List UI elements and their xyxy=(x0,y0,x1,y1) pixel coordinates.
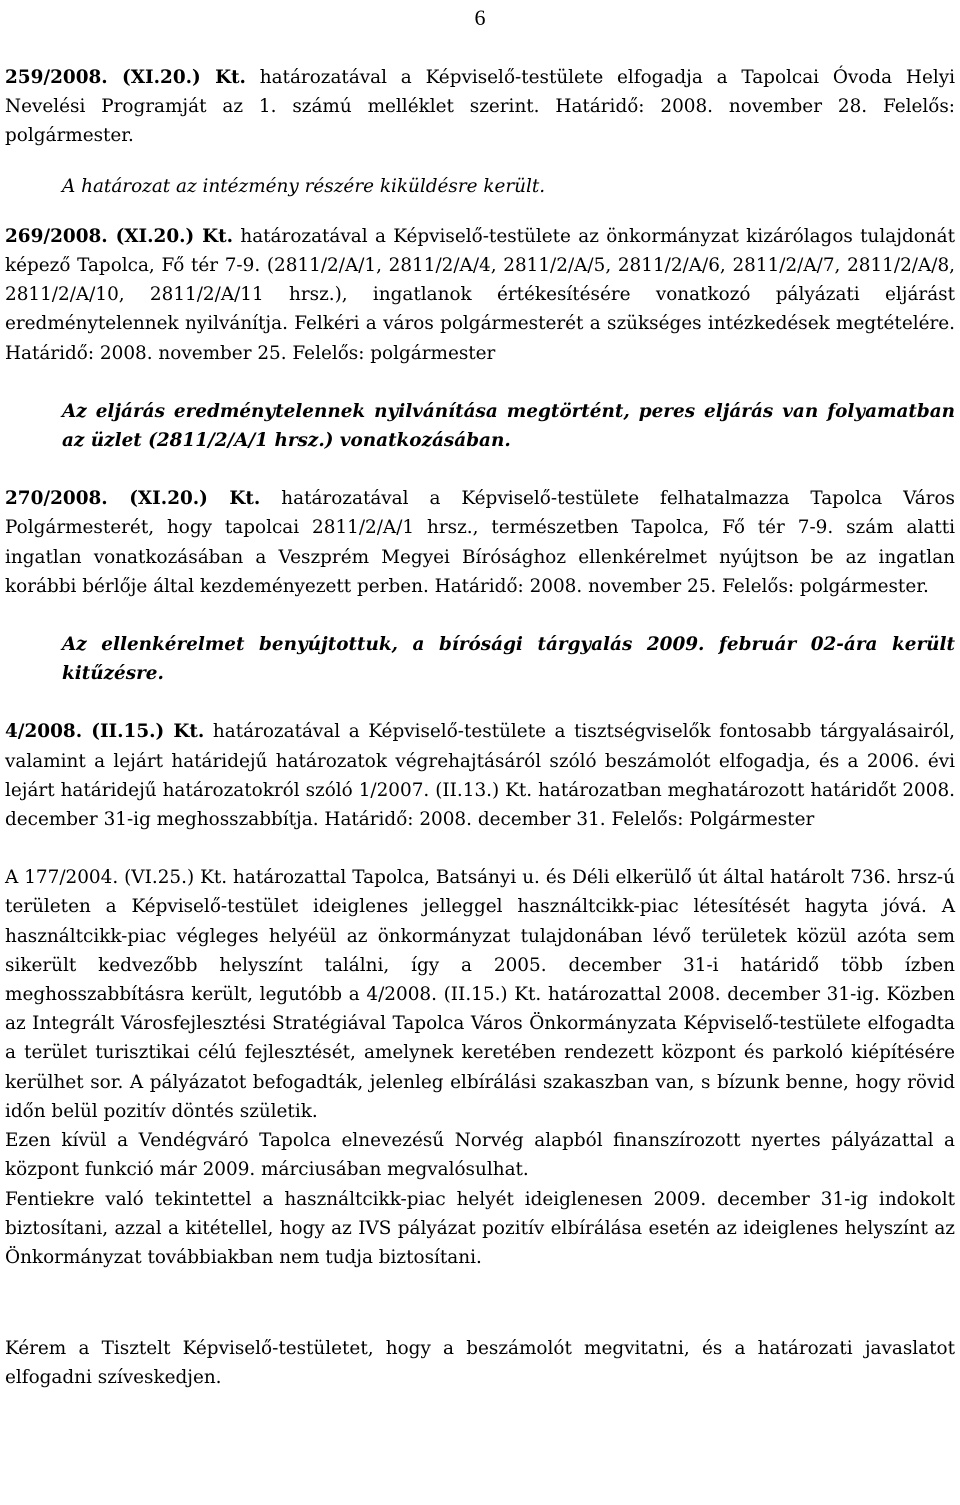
resolution-text: határozatával a Képviselő-testülete az önkormányzat kizárólagos tulajdonát képező Tapolca, Fő tér 7-9. (2811/2/A/1, 2811/2/A/4, 2811/2/A/5, 2811/2/A/6, 2811/2/A/7, 2811/2/A/8, 2811/2/A/10, 2811/2/A/11 hrsz.), ingatlanok értékesítésére vonatkozó pályázati eljárást eredménytelennek nyilvánítja. Felkéri a város polgármesterét a szükséges intézkedések megtételére. Határidő: 2008. november 25. Felelős: polgármester xyxy=(5,225,955,364)
resolution-270 xyxy=(5,484,955,601)
resolution-ref: 259/2008. (XI.20.) Kt. xyxy=(5,67,246,88)
resolution-ref: 4/2008. (II.15.) Kt. xyxy=(5,721,205,743)
resolution-270-note: Az ellenkérelmet benyújtottuk, a bírósági tárgyalás 2009. február 02-ára került kitűzésre. xyxy=(62,634,955,685)
resolution-4 xyxy=(5,717,955,834)
resolution-text: határozatával a Képviselő-testülete elfogadja a Tapolcai Óvoda Helyi Nevelési Programját az 1. számú melléklet szerint. Határidő: 2008. november 28. Felelős: polgármester. xyxy=(5,67,955,147)
resolution-259 xyxy=(5,63,955,151)
body-paragraph-2: Ezen kívül a Vendégváró Tapolca elnevezésű Norvég alapból finanszírozott nyertes pályázattal a központ funkció már 2009. márciusában megvalósulhat. xyxy=(5,1130,955,1181)
resolution-269 xyxy=(5,222,955,368)
resolution-text: határozatával a Képviselő-testülete felhatalmazza Tapolca Város Polgármesterét, hogy tapolcai 2811/2/A/1 hrsz., természetben Tapolca, Fő tér 7-9. szám alatti ingatlan vonatkozásában a Veszprém Megyei Bírósághoz ellenkérelmet nyújtson be az ingatlan korábbi bérlője által kezdeményezett perben. Határidő: 2008. november 25. Felelős: polgármester. xyxy=(5,488,955,597)
resolution-269-note: Az eljárás eredménytelennek nyilvánítása megtörtént, peres eljárás van folyamatban az üzlet (2811/2/A/1 hrsz.) vonatkozásában. xyxy=(62,400,955,452)
resolution-ref: 270/2008. (XI.20.) Kt. xyxy=(5,488,261,510)
resolution-259-note: A határozat az intézmény részére kiküldésre került. xyxy=(62,175,546,197)
body-paragraph-1: A 177/2004. (VI.25.) Kt. határozattal Tapolca, Batsányi u. és Déli elkerülő út által határolt 736. hrsz-ú területen a Képviselő-testület ideiglenes jelleggel használtcikk-piac létesítését hagyta jóvá. A használtcikk-piac végleges helyéül az önkormányzat tulajdonában lévő területek közül azóta sem sikerült kedvezőbb helyszínt találni, így a 2005. december 31-i határidő több ízben meghosszabbításra került, legutóbb a 4/2008. (II.15.) Kt. határozattal 2008. december 31-ig. Közben az Integrált Városfejlesztési Stratégiával Tapolca Város Önkormányzata Képviselő-testülete elfogadta a terület turisztikai célú fejlesztését, amelynek keretében rendezett központ és parkoló kiépítésére kerülhet sor. A pályázatot befogadták, jelenleg elbírálási szakaszban van, s bízunk benne, hogy rövid időn belül pozitív döntés születik. xyxy=(5,867,955,1122)
body-paragraph-3: Fentiekre való tekintettel a használtcikk-piac helyét ideiglenesen 2009. december 31-ig indokolt biztosítani, azzal a kitétellel, hogy az IVS pályázat pozitív elbírálása esetén az ideiglenes helyszínt az Önkormányzat továbbiakban nem tudja biztosítani. xyxy=(5,1188,955,1268)
document-body xyxy=(5,63,955,1393)
page-number: 6 xyxy=(474,5,486,30)
closing-request: Kérem a Tisztelt Képviselő-testületet, hogy a beszámolót megvitatni, és a határozati javaslatot elfogadni szíveskedjen. xyxy=(5,1338,955,1389)
resolution-ref: 269/2008. (XI.20.) Kt. xyxy=(5,225,234,247)
resolution-text: határozatával a Képviselő-testülete a tisztségviselők fontosabb tárgyalásairól, valamint a lejárt határidejű határozatok végrehajtásáról szóló beszámolót elfogadja, és a 2006. évi lejárt határidejű határozatokról szóló 1/2007. (II.13.) Kt. határozatban meghatározott határidőt 2008. december 31-ig meghosszabbítja. Határidő: 2008. december 31. Felelős: Polgármester xyxy=(5,721,956,831)
